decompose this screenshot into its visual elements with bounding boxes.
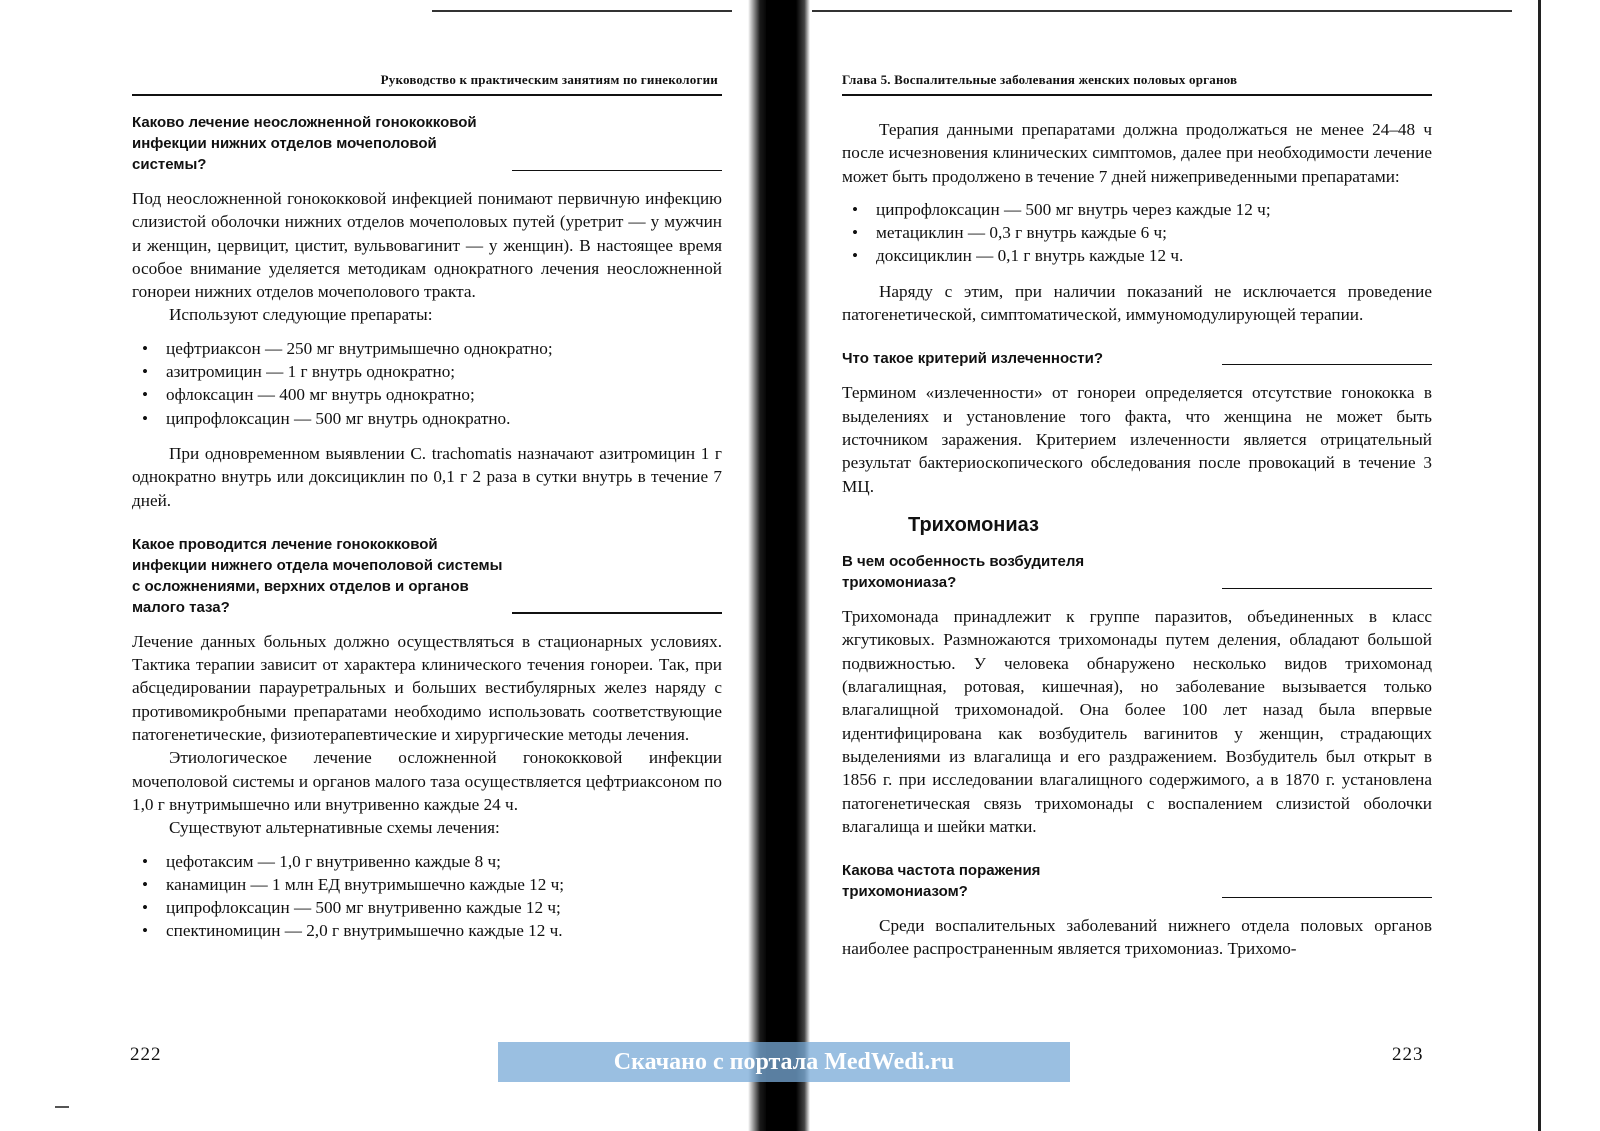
question-heading: Каково лечение неосложненной гонококковой инфекции нижних отделов мочеполовой системы?	[132, 112, 722, 175]
paragraph: Лечение данных больных должно осуществляться в стационарных условиях. Тактика терапии зависит от характера клинического течения гонореи. Так, при абсцедировании парауретральных и больших вестибулярных желез наряду с противомикробными препаратами необходимо использовать соответствующие патогенетические, физиотерапевтические и хирургические методы лечения.	[132, 631, 722, 745]
page-number: 223	[1392, 1044, 1424, 1065]
list-item: • азитромицин — 1 г внутрь однократно;	[166, 360, 722, 383]
right-page	[830, 0, 1600, 1131]
list-item: • доксициклин — 0,1 г внутрь каждые 12 ч.	[876, 244, 1432, 267]
list-item: • цефотаксим — 1,0 г внутривенно каждые 8 ч;	[166, 850, 722, 873]
running-head: Руководство к практическим занятиям по гинекологии	[380, 72, 718, 87]
paragraph: Этиологическое лечение осложненной гонококковой инфекции мочеполовой системы и органов малого таза осуществляется цефтриаксоном по 1,0 г внутримышечно или внутривенно каждые 24 ч.	[132, 748, 722, 814]
paragraph: Среди воспалительных заболеваний нижнего отдела половых органов наиболее распространенным является трихомониаз. Трихомо-	[842, 916, 1432, 959]
list-item: • цефтриаксон — 250 мг внутримышечно однократно;	[166, 337, 722, 360]
list-item: • канамицин — 1 млн ЕД внутримышечно каждые 12 ч;	[166, 873, 722, 896]
list-item: • ципрофлоксацин — 500 мг внутрь через каждые 12 ч;	[876, 198, 1432, 221]
drug-list	[132, 337, 722, 430]
list-item: • метациклин — 0,3 г внутрь каждые 6 ч;	[876, 221, 1432, 244]
page-number: 222	[130, 1044, 162, 1065]
running-head-rule	[842, 94, 1432, 96]
paragraph: Используют следующие препараты:	[169, 305, 433, 325]
watermark-banner: Скачано с портала MedWedi.ru	[498, 1042, 1070, 1082]
list-item: • спектиномицин — 2,0 г внутримышечно каждые 12 ч.	[166, 919, 722, 942]
page-content	[842, 118, 1432, 961]
section-title: Трихомониаз	[908, 513, 1039, 536]
list-item: • офлоксацин — 400 мг внутрь однократно;	[166, 383, 722, 406]
drug-list	[842, 198, 1432, 268]
list-item: • ципрофлоксацин — 500 мг внутрь однократно.	[166, 407, 722, 430]
question-heading: В чем особенность возбудителя трихомониаза?	[842, 551, 1432, 593]
paragraph: Трихомонада принадлежит к группе паразитов, объединенных в класс жгутиковых. Размножаются трихомонады путем деления, обладают большой подвижностью. У человека обнаружено несколько видов трихомонад (влагалищная, ротовая, кишечная), но заболевание вызывается только влагалищной трихомонадой. Она более 100 лет назад была впервые идентифицирована как возбудитель вагинитов у женщин, страдающих выделениями из влагалища и его раздражением. Возбудитель был открыт в 1856 г. при исследовании влагалищного содержимого, а в 1870 г. установлена патогенетическая связь трихомонады с воспалением слизистой оболочки влагалища и шейки матки.	[842, 607, 1432, 836]
paragraph: Существуют альтернативные схемы лечения:	[169, 818, 500, 838]
running-head-rule	[132, 94, 722, 96]
corner-mark	[55, 1106, 69, 1108]
question-heading: Что такое критерий излеченности?	[842, 348, 1432, 369]
left-page	[0, 0, 770, 1131]
paragraph: Термином «излеченности» от гонореи определяется отсутствие гонококка в выделениях и установление того факта, что женщина не может быть источником заражения. Критерием излеченности является отрицательный результат бактериоскопического обследования после провокаций в течение 3 МЦ.	[842, 383, 1432, 496]
question-heading: Какое проводится лечение гонококковой инфекции нижнего отдела мочеполовой системы с осложнениями, верхних отделов и органов малого таза?	[132, 534, 722, 618]
running-head: Глава 5. Воспалительные заболевания женских половых органов	[842, 72, 1238, 87]
list-item: • ципрофлоксацин — 500 мг внутривенно каждые 12 ч;	[166, 896, 722, 919]
question-heading: Какова частота поражения трихомониазом?	[842, 860, 1432, 902]
paragraph: Терапия данными препаратами должна продолжаться не менее 24–48 ч после исчезновения клинических симптомов, далее при необходимости лечение может быть продолжено в течение 7 дней нижеприведенными препаратами:	[842, 120, 1432, 186]
paragraph: Под неосложненной гонококковой инфекцией понимают первичную инфекцию слизистой оболочки нижних отделов мочеполовых путей (уретрит — у мужчин и женщин, цервицит, цистит, вульвовагинит — у женщин). В настоящее время особое внимание уделяется методикам однократного лечения неосложненной гонореи нижних отделов мочеполового тракта.	[132, 189, 722, 302]
drug-list	[132, 850, 722, 943]
page-content	[132, 112, 722, 955]
paragraph: Наряду с этим, при наличии показаний не исключается проведение патогенетической, симптоматической, иммуномодулирующей терапии.	[842, 281, 1432, 325]
paragraph: При одновременном выявлении C. trachomatis назначают азитромицин 1 г однократно внутрь или доксициклин по 0,1 г 2 раза в сутки внутрь в течение 7 дней.	[132, 443, 722, 510]
